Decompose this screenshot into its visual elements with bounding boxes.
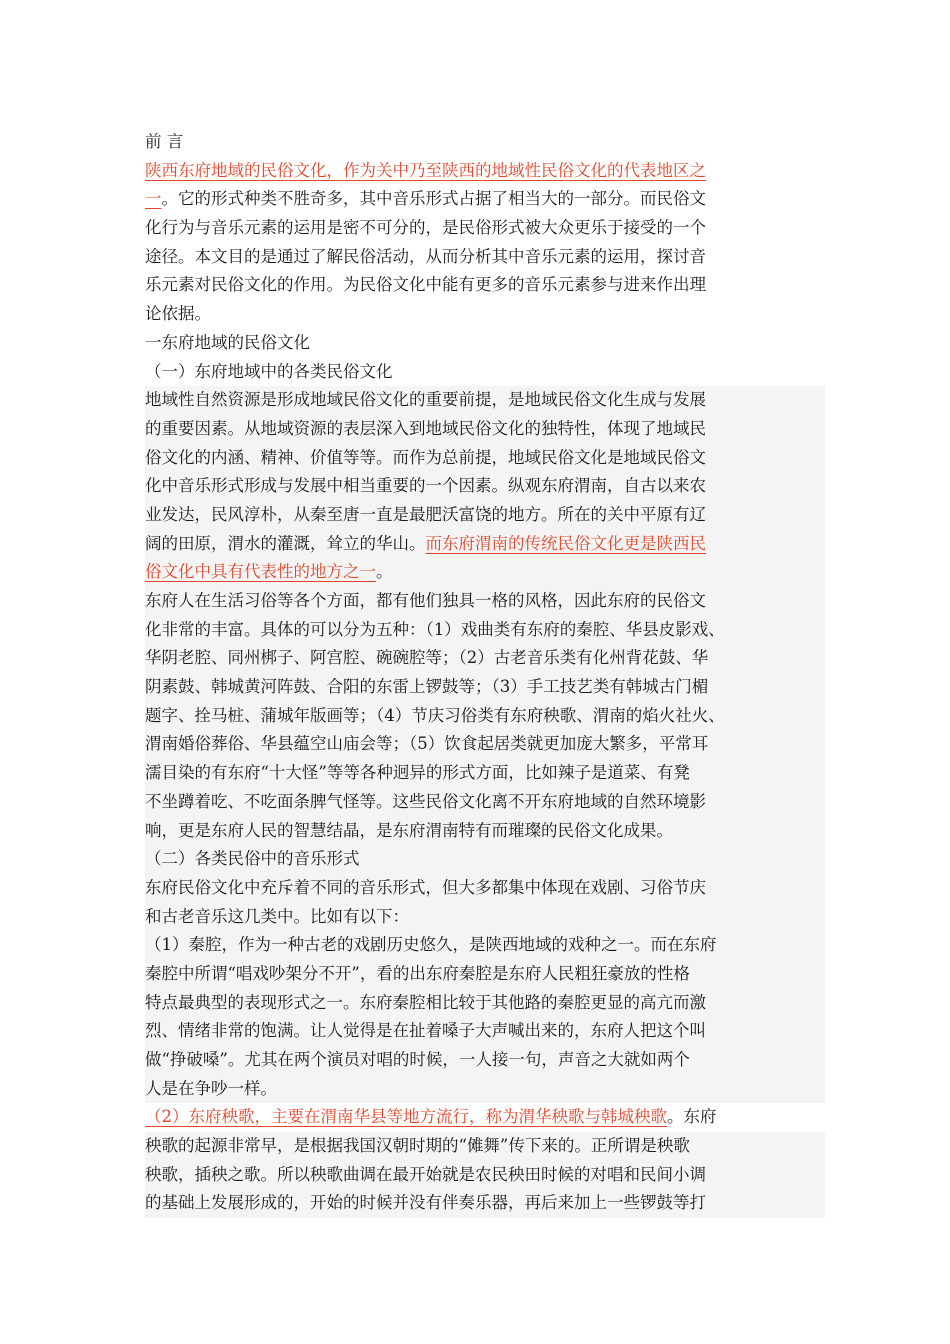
highlighted-text: 而东府渭南的传统民俗文化更是陕西民 xyxy=(425,533,706,553)
highlighted-text: （2）东府秧歌，主要在渭南华县等地方流行，称为渭华秧歌与韩城秧歌 xyxy=(145,1107,667,1127)
text-line xyxy=(145,817,825,846)
text-line xyxy=(145,243,825,272)
text-line xyxy=(145,300,825,329)
text-segment: 俗文化的内涵、精神、价值等等。而作为总前提，地域民俗文化是地域民俗文 xyxy=(145,447,706,467)
text-line xyxy=(145,1132,825,1161)
text-line xyxy=(145,702,825,731)
text-line xyxy=(145,845,825,874)
text-segment: 不坐蹲着吃、不吃面条脾气怪等。这些民俗文化离不开东府地域的自然环境影 xyxy=(145,791,706,811)
text-line xyxy=(145,989,825,1018)
highlighted-text: 俗文化中具有代表性的地方之一 xyxy=(145,562,376,582)
text-line xyxy=(145,673,825,702)
text-line xyxy=(145,644,825,673)
text-segment: 秧歌的起源非常早，是根据我国汉朝时期的“傩舞”传下来的。正所谓是秧歌 xyxy=(145,1136,690,1156)
text-segment: 特点最典型的表现形式之一。东府秦腔相比较于其他路的秦腔更显的高亢而激 xyxy=(145,992,706,1012)
text-segment: （一）东府地域中的各类民俗文化 xyxy=(145,361,393,381)
text-line xyxy=(145,558,825,587)
text-line xyxy=(145,1103,825,1132)
text-segment: 前 言 xyxy=(145,132,184,151)
text-segment: 渭南婚俗葬俗、华县蕴空山庙会等；（5）饮食起居类就更加庞大繁多，平常耳 xyxy=(145,734,709,754)
text-segment: 秦腔中所谓“唱戏吵架分不开”，看的出东府秦腔是东府人民粗狂豪放的性格 xyxy=(145,963,690,983)
text-segment: 华阴老腔、同州梆子、阿宫腔、碗碗腔等；（2）古老音乐类有化州背花鼓、华 xyxy=(145,648,709,668)
text-line xyxy=(145,415,825,444)
text-segment: 业发达，民风淳朴，从秦至唐一直是最肥沃富饶的地方。所在的关中平原有辽 xyxy=(145,504,706,524)
highlighted-text: 陕西东府地域的民俗文化，作为关中乃至陕西的地域性民俗文化的代表地区之 xyxy=(145,160,706,180)
text-line xyxy=(145,1017,825,1046)
text-line xyxy=(145,587,825,616)
text-segment: 。 xyxy=(376,562,393,582)
text-line xyxy=(145,271,825,300)
text-line xyxy=(145,358,825,387)
text-line xyxy=(145,903,825,932)
text-segment: 地域性自然资源是形成地域民俗文化的重要前提，是地域民俗文化生成与发展 xyxy=(145,390,706,410)
text-line xyxy=(145,931,825,960)
text-line xyxy=(145,1075,825,1104)
text-segment: 东府人在生活习俗等各个方面，都有他们独具一格的风格，因此东府的民俗文 xyxy=(145,591,706,610)
text-line xyxy=(145,1046,825,1075)
text-segment: 化中音乐形式形成与发展中相当重要的一个因素。纵观东府渭南，自古以来农 xyxy=(145,476,706,496)
text-segment: 秧歌，插秧之歌。所以秧歌曲调在最开始就是农民秧田时候的对唱和民间小调 xyxy=(145,1164,706,1184)
text-segment: 。它的形式种类不胜奇多，其中音乐形式占据了相当大的一部分。而民俗文 xyxy=(161,189,706,209)
text-line xyxy=(145,616,825,645)
text-line xyxy=(145,730,825,759)
text-segment: 阴素鼓、韩城黄河阵鼓、合阳的东雷上锣鼓等；（3）手工技艺类有韩城古门楣 xyxy=(145,677,709,697)
text-line xyxy=(145,501,825,530)
text-segment: 乐元素对民俗文化的作用。为民俗文化中能有更多的音乐元素参与进来作出理 xyxy=(145,275,706,295)
text-line xyxy=(145,472,825,501)
text-segment: 题字、拴马桩、蒲城年版画等；（4）节庆习俗类有东府秧歌、渭南的焰火社火、 xyxy=(145,705,725,725)
document-body xyxy=(145,128,825,1218)
text-segment: 响，更是东府人民的智慧结晶，是东府渭南特有而璀璨的民俗文化成果。 xyxy=(145,820,673,840)
highlighted-text: 一 xyxy=(145,189,162,209)
text-segment: 人是在争吵一样。 xyxy=(145,1078,277,1098)
text-segment: 论依据。 xyxy=(145,304,211,324)
text-line xyxy=(145,1161,825,1190)
text-segment: 东府民俗文化中充斥着不同的音乐形式，但大多都集中体现在戏剧、习俗节庆 xyxy=(145,877,706,897)
text-segment: 化非常的丰富。具体的可以分为五种：（1）戏曲类有东府的秦腔、华县皮影戏、 xyxy=(145,619,725,639)
text-line xyxy=(145,128,825,157)
text-line xyxy=(145,960,825,989)
text-line xyxy=(145,157,825,186)
text-line xyxy=(145,759,825,788)
text-segment: 。东府 xyxy=(667,1107,717,1127)
text-line xyxy=(145,214,825,243)
text-segment: 一东府地域的民俗文化 xyxy=(145,332,310,352)
text-line xyxy=(145,788,825,817)
text-line xyxy=(145,185,825,214)
text-line xyxy=(145,444,825,473)
text-segment: 烈、情绪非常的饱满。让人觉得是在扯着嗓子大声喊出来的，东府人把这个叫 xyxy=(145,1021,706,1041)
text-line xyxy=(145,1189,825,1218)
text-line xyxy=(145,386,825,415)
text-segment: 做“挣破嗓”。尤其在两个演员对唱的时候，一人接一句，声音之大就如两个 xyxy=(145,1050,690,1069)
text-segment: （二）各类民俗中的音乐形式 xyxy=(145,849,360,869)
text-line xyxy=(145,329,825,358)
text-segment: 化行为与音乐元素的运用是密不可分的，是民俗形式被大众更乐于接受的一个 xyxy=(145,218,706,238)
text-segment: 阔的田原，渭水的灌溉，耸立的华山。 xyxy=(145,533,426,553)
text-segment: （1）秦腔，作为一种古老的戏剧历史悠久，是陕西地域的戏种之一。而在东府 xyxy=(145,935,717,955)
text-line xyxy=(145,874,825,903)
text-segment: 濡目染的有东府“十大怪”等等各种迥异的形式方面，比如辣子是道菜、有凳 xyxy=(145,763,690,783)
text-segment: 的基础上发展形成的，开始的时候并没有伴奏乐器，再后来加上一些锣鼓等打 xyxy=(145,1193,706,1213)
text-line xyxy=(145,530,825,559)
text-segment: 和古老音乐这几类中。比如有以下： xyxy=(145,906,409,926)
text-segment: 途径。本文目的是通过了解民俗活动，从而分析其中音乐元素的运用，探讨音 xyxy=(145,246,706,266)
text-segment: 的重要因素。从地域资源的表层深入到地域民俗文化的独特性，体现了地域民 xyxy=(145,418,706,438)
